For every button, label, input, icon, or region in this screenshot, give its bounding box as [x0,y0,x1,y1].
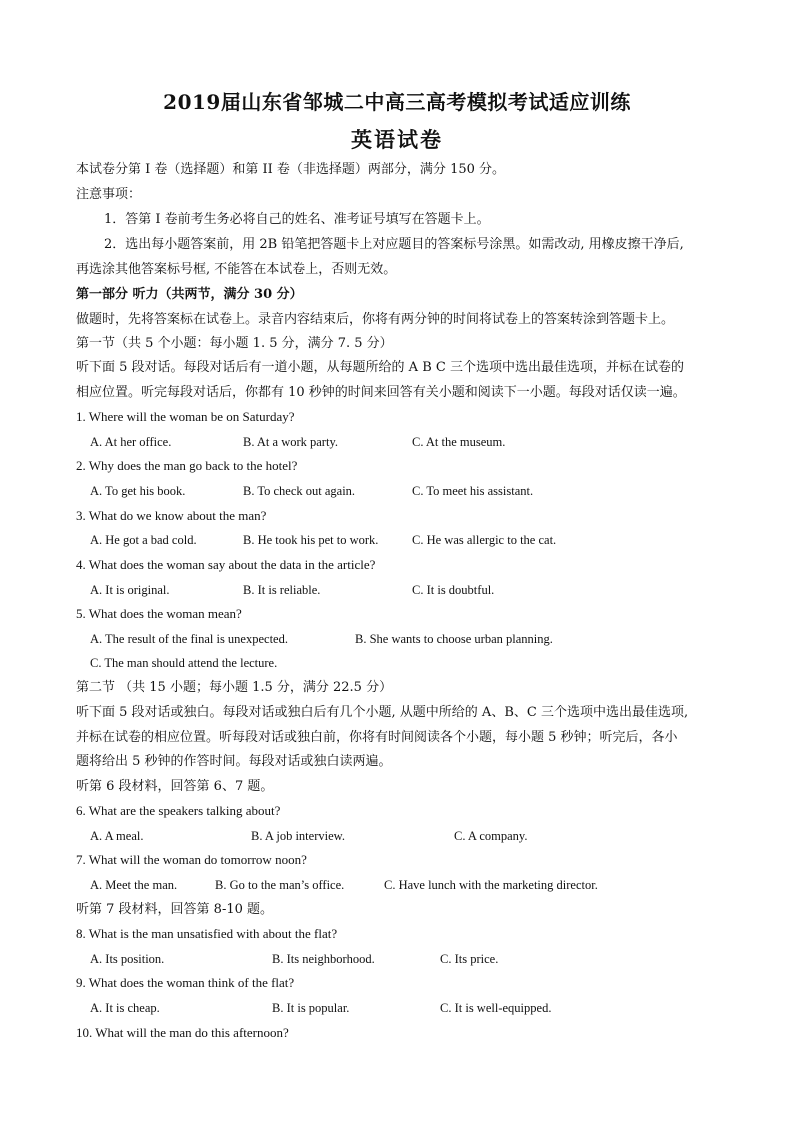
q1-option-c: C. At the museum. [412,435,506,449]
part1-instructions: 做题时，先将答案标在试卷上。录音内容结束后，你将有两分钟的时间将试卷上的答案转涂到答题卡上。 [76,312,675,327]
q5-option-a: A. The result of the final is unexpected. [90,632,288,646]
section2-instructions-b: 并标在试卷的相应位置。听每段对话或独白前，你将有时间阅读各个小题，每小题 5 秒钟；听完后，各小 [76,730,678,745]
q9-option-a: A. It is cheap. [90,1001,160,1015]
q9-option-c: C. It is well-equipped. [440,1001,552,1015]
intro-text: 本试卷分第 I 卷（选择题）和第 II 卷（非选择题）两部分，满分 150 分。 [76,162,506,177]
question-10: 10. What will the man do this afternoon? [76,1025,289,1040]
q3-option-a: A. He got a bad cold. [90,533,197,547]
q5-option-b: B. She wants to choose urban planning. [355,632,553,646]
q4-option-b: B. It is reliable. [243,583,321,597]
q6-option-c: C. A company. [454,829,528,843]
q4-option-c: C. It is doubtful. [412,583,495,597]
question-7: 7. What will the woman do tomorrow noon? [76,852,307,867]
q8-option-b: B. Its neighborhood. [272,952,375,966]
q8-option-c: C. Its price. [440,952,499,966]
question-5: 5. What does the woman mean? [76,606,242,621]
q2-option-c: C. To meet his assistant. [412,484,534,498]
section2-instructions-a: 听下面 5 段对话或独白。每段对话或独白后有几个小题, 从题中所给的 A、B、C 三个选项中选出最佳选项, [76,705,689,720]
question-4: 4. What does the woman say about the data in the article? [76,557,376,572]
question-3: 3. What do we know about the man? [76,508,267,523]
notice-item-2-cont: 再选涂其他答案标号框, 不能答在本试卷上，否则无效。 [76,262,397,277]
question-1: 1. Where will the woman be on Saturday? [76,409,295,424]
q6-option-a: A. A meal. [90,829,144,843]
q1-option-b: B. At a work party. [243,435,339,449]
question-6: 6. What are the speakers talking about? [76,803,281,818]
material-7-label: 听第 7 段材料，回答第 8-10 题。 [76,902,274,917]
notice-item-1: 1．答第 I 卷前考生务必将自己的姓名、准考证号填写在答题卡上。 [104,212,490,227]
section1-heading: 第一节（共 5 个小题：每小题 1. 5 分，满分 7. 5 分） [76,336,393,351]
material-6-label: 听第 6 段材料，回答第 6、7 题。 [76,779,274,794]
question-2: 2. Why does the man go back to the hotel? [76,458,298,473]
q8-option-a: A. Its position. [90,952,165,966]
q3-option-c: C. He was allergic to the cat. [412,533,557,547]
q9-option-b: B. It is popular. [272,1001,350,1015]
notice-item-2: 2．选出每小题答案前，用 2B 铅笔把答题卡上对应题目的答案标号涂黑。如需改动, 用橡皮擦干净后, [104,237,684,252]
q5-option-c: C. The man should attend the lecture. [90,656,278,670]
section2-heading: 第二节 （共 15 小题；每小题 1.5 分，满分 22.5 分） [76,680,393,695]
q7-option-b: B. Go to the man’s office. [215,878,345,892]
section1-instructions-a: 听下面 5 段对话。每段对话后有一道小题，从每题所给的 A B C 三个选项中选出最佳选项，并标在试卷的 [76,360,684,375]
part1-heading: 第一部分 听力（共两节，满分 30 分） [76,287,303,302]
q7-option-a: A. Meet the man. [90,878,178,892]
q4-option-a: A. It is original. [90,583,170,597]
q7-option-c: C. Have lunch with the marketing director. [384,878,598,892]
exam-subtitle: 英语试卷 [351,127,443,152]
question-8: 8. What is the man unsatisfied with about the flat? [76,926,338,941]
question-9: 9. What does the woman think of the flat? [76,975,295,990]
notice-label: 注意事项： [76,187,142,202]
q2-option-b: B. To check out again. [243,484,356,498]
q2-option-a: A. To get his book. [90,484,186,498]
exam-title: 2019届山东省邹城二中高三高考模拟考试适应训练 [163,90,631,114]
section1-instructions-b: 相应位置。听完每段对话后，你都有 10 秒钟的时间来回答有关小题和阅读下一小题。每段对话仅读一遍。 [76,385,686,400]
q6-option-b: B. A job interview. [251,829,345,843]
section2-instructions-c: 题将给出 5 秒钟的作答时间。每段对话或独白读两遍。 [76,754,392,769]
q3-option-b: B. He took his pet to work. [243,533,379,547]
q1-option-a: A. At her office. [90,435,172,449]
